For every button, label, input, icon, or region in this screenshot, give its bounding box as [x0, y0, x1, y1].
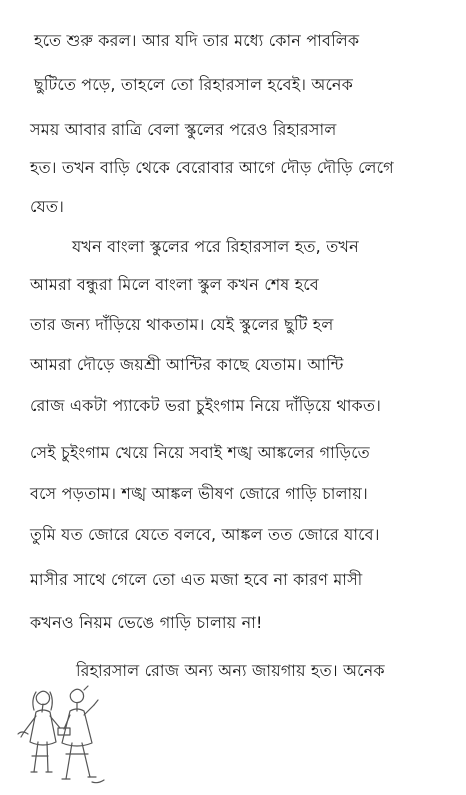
text-line-16: রিহারসাল রোজ অন্য অন্য জায়গায় হত। অনেক [76, 661, 385, 680]
children-sketch-illustration [14, 684, 106, 792]
text-line-11: সেই চুইংগাম খেয়ে নিয়ে সবাই শঙ্খ আঙ্কলের গাড়িতে [30, 443, 370, 462]
text-line-12: বসে পড়তাম। শঙ্খ আঙ্কল ভীষণ জোরে গাড়ি চালায়। [30, 484, 368, 503]
text-line-4: হত। তখন বাড়ি থেকে বেরোবার আগে দৌড় দৌড়ি লেগে [30, 158, 394, 177]
text-line-2: ছুটিতে পড়ে, তাহলে তো রিহারসাল হবেই। অনেক [34, 75, 354, 94]
text-line-13: তুমি যত জোরে যেতে বলবে, আঙ্কল তত জোরে যাবে। [30, 525, 380, 544]
text-line-8: তার জন্য দাঁড়িয়ে থাকতাম। যেই স্কুলের ছুটি হল [30, 315, 334, 334]
left-child-figure [18, 691, 60, 772]
text-line-6: যখন বাংলা স্কুলের পরে রিহারসাল হত, তখন [72, 237, 359, 256]
text-line-7: আমরা বন্ধুরা মিলে বাংলা স্কুল কখন শেষ হবে [30, 275, 319, 294]
text-line-5: যেত। [30, 197, 65, 216]
text-line-9: আমরা দৌড়ে জয়শ্রী আন্টির কাছে যেতাম। আন্টি [30, 355, 344, 374]
text-line-15: কখনও নিয়ম ভেঙে গাড়ি চালায় না! [30, 613, 263, 632]
text-line-3: সময় আবার রাত্রি বেলা স্কুলের পরেও রিহারসাল [30, 120, 337, 139]
text-line-10: রোজ একটা প্যাকেট ভরা চুইংগাম নিয়ে দাঁড়িয়ে থাকত। [30, 396, 382, 415]
right-child-figure [58, 686, 104, 783]
text-line-1: হতে শুরু করল। আর যদি তার মধ্যে কোন পাবলিক [34, 31, 360, 50]
text-line-14: মাসীর সাথে গেলে তো এত মজা হবে না কারণ মাসী [30, 570, 363, 589]
